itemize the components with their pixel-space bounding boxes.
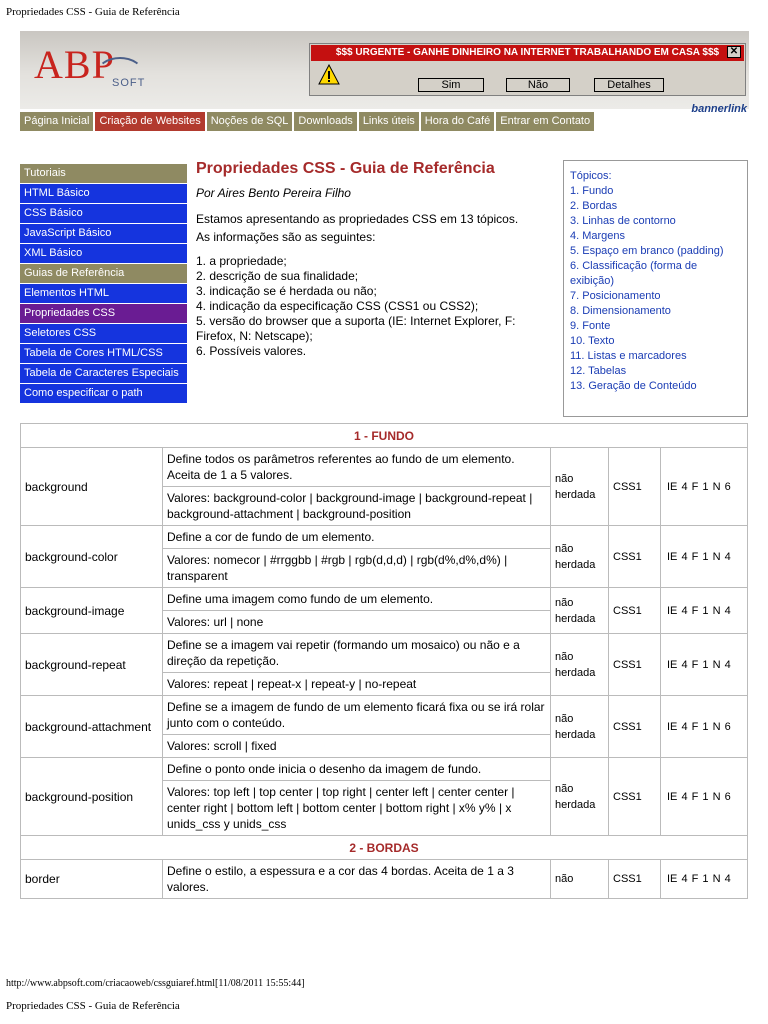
css-version: CSS1 — [609, 526, 661, 588]
topic-link[interactable]: 13. Geração de Conteúdo — [570, 380, 697, 392]
css-version: CSS1 — [609, 758, 661, 836]
topics-title: Tópicos: — [570, 170, 612, 182]
logo[interactable] — [34, 42, 146, 89]
sidebar-item[interactable]: Tabela de Caracteres Especiais — [20, 364, 187, 383]
topic-link[interactable]: 5. Espaço em branco (padding) — [570, 245, 724, 257]
warning-icon — [318, 64, 340, 86]
browser-support: IE 4 F 1 N 4 — [661, 526, 748, 588]
top-nav-item[interactable]: Hora do Café — [421, 112, 494, 131]
table-row — [21, 758, 748, 781]
topic-link[interactable]: 8. Dimensionamento — [570, 305, 671, 317]
sidebar-item[interactable]: Seletores CSS — [20, 324, 187, 343]
css-version: CSS1 — [609, 634, 661, 696]
property-description: Define todos os parâmetros referentes ao fundo de um elemento. Aceita de 1 a 5 valores. — [163, 448, 551, 487]
property-description: Define se a imagem de fundo de um elemento ficará fixa ou se irá rolar junto com o conteúdo. — [163, 696, 551, 735]
inheritance: não herdada — [551, 448, 609, 526]
property-values: Valores: repeat | repeat-x | repeat-y | no-repeat — [163, 673, 551, 696]
ad-no-button[interactable]: Não — [506, 78, 570, 92]
topic-link[interactable]: 7. Posicionamento — [570, 290, 661, 302]
inheritance: não — [551, 860, 609, 899]
property-description: Define a cor de fundo de um elemento. — [163, 526, 551, 549]
property-name: background-position — [21, 758, 163, 836]
info-list-item: 2. descrição de sua finalidade; — [196, 269, 359, 283]
browser-support: IE 4 F 1 N 4 — [661, 588, 748, 634]
top-nav-item[interactable]: Página Inicial — [20, 112, 93, 131]
ad-details-button[interactable]: Detalhes — [594, 78, 664, 92]
table-row — [21, 448, 748, 487]
topic-link[interactable]: 4. Margens — [570, 230, 626, 242]
browser-support: IE 4 F 1 N 4 — [661, 860, 748, 899]
property-description: Define o estilo, a espessura e a cor das 4 bordas. Aceita de 1 a 3 valores. — [163, 860, 551, 899]
property-name: background-image — [21, 588, 163, 634]
sidebar-item[interactable]: Como especificar o path — [20, 384, 187, 403]
logo-subtext: SOFT — [112, 77, 146, 89]
sidebar-item[interactable]: CSS Básico — [20, 204, 187, 223]
inheritance: não herdada — [551, 696, 609, 758]
property-values: Valores: top left | top center | top right | center left | center center | center right | bottom left | bottom center | bottom right | x% y% | x unids_css y unids_css — [163, 781, 551, 836]
sidebar-item[interactable]: XML Básico — [20, 244, 187, 263]
topic-link[interactable]: 9. Fonte — [570, 320, 611, 332]
print-footer-url: http://www.abpsoft.com/criacaoweb/cssguiaref.html[11/08/2011 15:55:44] — [6, 978, 305, 989]
topics-list — [570, 184, 741, 394]
sidebar-item[interactable]: JavaScript Básico — [20, 224, 187, 243]
sidebar-menu — [20, 164, 187, 404]
property-values: Valores: url | none — [163, 611, 551, 634]
table-row — [21, 634, 748, 673]
property-values: Valores: nomecor | #rrggbb | #rgb | rgb(d,d,d) | rgb(d%,d%,d%) | transparent — [163, 549, 551, 588]
sidebar-section-heading: Tutoriais — [20, 164, 187, 183]
property-name: background-attachment — [21, 696, 163, 758]
top-nav-item[interactable]: Entrar em Contato — [496, 112, 594, 131]
property-values: Valores: background-color | background-image | background-repeat | background-attachment | background-position — [163, 487, 551, 526]
info-list — [196, 254, 556, 359]
bannerlink-logo[interactable]: bannerlink — [691, 103, 747, 115]
css-version: CSS1 — [609, 588, 661, 634]
ad-yes-button[interactable]: Sim — [418, 78, 484, 92]
info-list-item: 4. indicação da especificação CSS (CSS1 ou CSS2); — [196, 299, 479, 313]
browser-support: IE 4 F 1 N 6 — [661, 448, 748, 526]
sidebar-section-heading: Guias de Referência — [20, 264, 187, 283]
inheritance: não herdada — [551, 758, 609, 836]
css-version: CSS1 — [609, 696, 661, 758]
ad-title: $$$ URGENTE - GANHE DINHEIRO NA INTERNET TRABALHANDO EM CASA $$$ — [311, 45, 744, 61]
print-footer-title: Propriedades CSS - Guia de Referência — [6, 1000, 180, 1012]
sidebar-item[interactable]: Tabela de Cores HTML/CSS — [20, 344, 187, 363]
top-nav-item[interactable]: Noções de SQL — [207, 112, 293, 131]
top-nav-item[interactable]: Links úteis — [359, 112, 419, 131]
property-name: background-repeat — [21, 634, 163, 696]
property-name: background-color — [21, 526, 163, 588]
topic-link[interactable]: 11. Listas e marcadores — [570, 350, 687, 362]
css-version: CSS1 — [609, 448, 661, 526]
info-list-item: 3. indicação se é herdada ou não; — [196, 284, 377, 298]
table-row — [21, 526, 748, 549]
sidebar-item[interactable]: HTML Básico — [20, 184, 187, 203]
print-header-title: Propriedades CSS - Guia de Referência — [6, 6, 180, 18]
intro-text-2: As informações são as seguintes: — [196, 230, 376, 244]
top-nav-item[interactable]: Downloads — [294, 112, 356, 131]
browser-support: IE 4 F 1 N 4 — [661, 634, 748, 696]
top-nav-item[interactable]: Criação de Websites — [95, 112, 204, 131]
topic-link[interactable]: 3. Linhas de contorno — [570, 215, 676, 227]
table-row — [21, 696, 748, 735]
topic-link[interactable]: 10. Texto — [570, 335, 615, 347]
property-description: Define se a imagem vai repetir (formando um mosaico) ou não e a direção da repetição. — [163, 634, 551, 673]
topic-link[interactable]: 2. Bordas — [570, 200, 618, 212]
property-name: background — [21, 448, 163, 526]
browser-support: IE 4 F 1 N 6 — [661, 696, 748, 758]
property-description: Define o ponto onde inicia o desenho da imagem de fundo. — [163, 758, 551, 781]
inheritance: não herdada — [551, 634, 609, 696]
ad-close-button[interactable]: ✕ — [727, 46, 741, 58]
property-description: Define uma imagem como fundo de um elemento. — [163, 588, 551, 611]
intro-text: Estamos apresentando as propriedades CSS em 13 tópicos. — [196, 212, 519, 226]
section-title: 1 - FUNDO — [21, 424, 748, 448]
css-properties-table — [20, 423, 748, 899]
css-version: CSS1 — [609, 860, 661, 899]
author-line: Por Aires Bento Pereira Filho — [196, 186, 351, 200]
browser-support: IE 4 F 1 N 6 — [661, 758, 748, 836]
topic-link[interactable]: 6. Classificação (forma de exibição) — [570, 260, 698, 287]
sidebar-item[interactable]: Propriedades CSS — [20, 304, 187, 323]
intro-section — [196, 160, 556, 359]
table-row — [21, 860, 748, 899]
inheritance: não herdada — [551, 526, 609, 588]
topics-box — [563, 160, 748, 417]
property-name: border — [21, 860, 163, 899]
property-values: Valores: scroll | fixed — [163, 735, 551, 758]
sidebar-item[interactable]: Elementos HTML — [20, 284, 187, 303]
topic-link[interactable]: 12. Tabelas — [570, 365, 627, 377]
info-list-item: 5. versão do browser que a suporta (IE: Internet Explorer, F: Firefox, N: Netscape); — [196, 314, 516, 343]
ad-banner[interactable] — [309, 43, 746, 96]
site-header — [20, 31, 749, 115]
page-title: Propriedades CSS - Guia de Referência — [196, 160, 495, 177]
top-navigation — [20, 112, 594, 131]
table-section-header — [21, 424, 748, 448]
table-section-header — [21, 836, 748, 860]
inheritance: não herdada — [551, 588, 609, 634]
info-list-item: 1. a propriedade; — [196, 254, 287, 268]
table-row — [21, 588, 748, 611]
logo-text: ABP — [34, 42, 115, 87]
topic-link[interactable]: 1. Fundo — [570, 185, 614, 197]
info-list-item: 6. Possíveis valores. — [196, 344, 307, 358]
section-title: 2 - BORDAS — [21, 836, 748, 860]
